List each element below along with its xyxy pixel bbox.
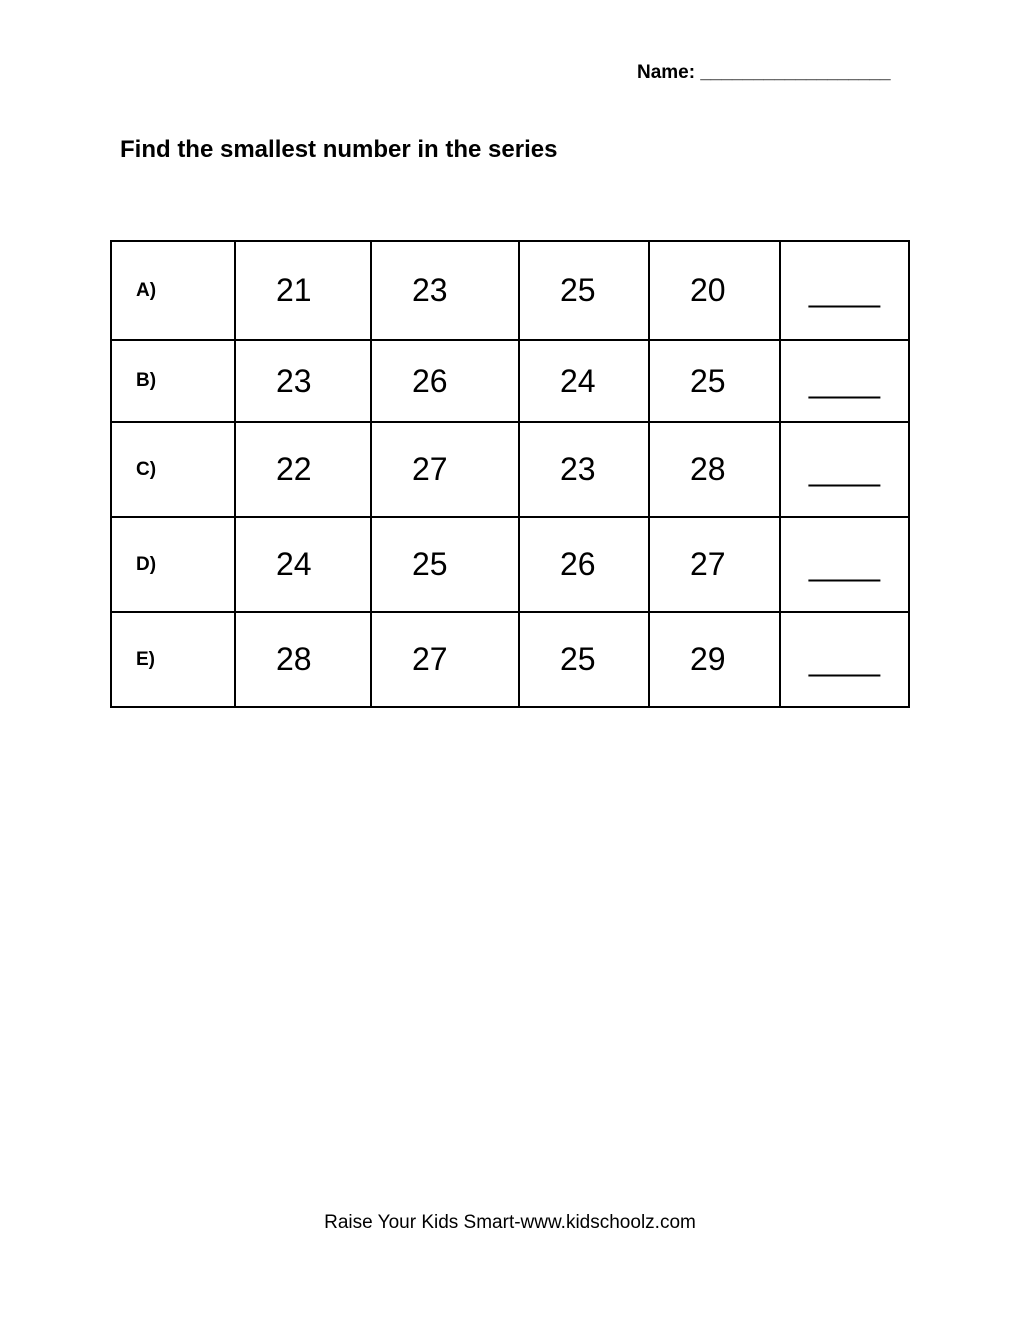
series-number: 25 bbox=[519, 612, 649, 707]
series-number: 25 bbox=[519, 241, 649, 340]
table-row bbox=[111, 340, 909, 422]
series-number: 24 bbox=[235, 517, 371, 612]
series-number: 25 bbox=[371, 517, 519, 612]
series-number: 26 bbox=[371, 340, 519, 422]
row-label: A) bbox=[111, 241, 235, 340]
answer-blank[interactable]: ____ bbox=[780, 612, 909, 707]
name-field[interactable]: Name: __________________ bbox=[637, 62, 891, 83]
series-number: 27 bbox=[371, 422, 519, 517]
table-row bbox=[111, 517, 909, 612]
row-label: E) bbox=[111, 612, 235, 707]
series-number: 27 bbox=[371, 612, 519, 707]
footer-text: Raise Your Kids Smart-www.kidschoolz.com bbox=[324, 1212, 696, 1233]
row-label: B) bbox=[111, 340, 235, 422]
series-number: 28 bbox=[235, 612, 371, 707]
series-number: 23 bbox=[371, 241, 519, 340]
answer-blank[interactable]: ____ bbox=[780, 241, 909, 340]
table-row bbox=[111, 422, 909, 517]
series-number: 23 bbox=[519, 422, 649, 517]
row-label: C) bbox=[111, 422, 235, 517]
row-label: D) bbox=[111, 517, 235, 612]
series-number: 21 bbox=[235, 241, 371, 340]
table-row bbox=[111, 241, 909, 340]
worksheet-title: Find the smallest number in the series bbox=[120, 136, 558, 163]
answer-blank[interactable]: ____ bbox=[780, 422, 909, 517]
series-table bbox=[110, 240, 910, 708]
series-number: 28 bbox=[649, 422, 780, 517]
answer-blank[interactable]: ____ bbox=[780, 517, 909, 612]
table-row bbox=[111, 612, 909, 707]
series-number: 22 bbox=[235, 422, 371, 517]
answer-blank[interactable]: ____ bbox=[780, 340, 909, 422]
series-number: 24 bbox=[519, 340, 649, 422]
series-number: 20 bbox=[649, 241, 780, 340]
series-number: 25 bbox=[649, 340, 780, 422]
series-number: 23 bbox=[235, 340, 371, 422]
series-number: 26 bbox=[519, 517, 649, 612]
series-number: 29 bbox=[649, 612, 780, 707]
series-number: 27 bbox=[649, 517, 780, 612]
